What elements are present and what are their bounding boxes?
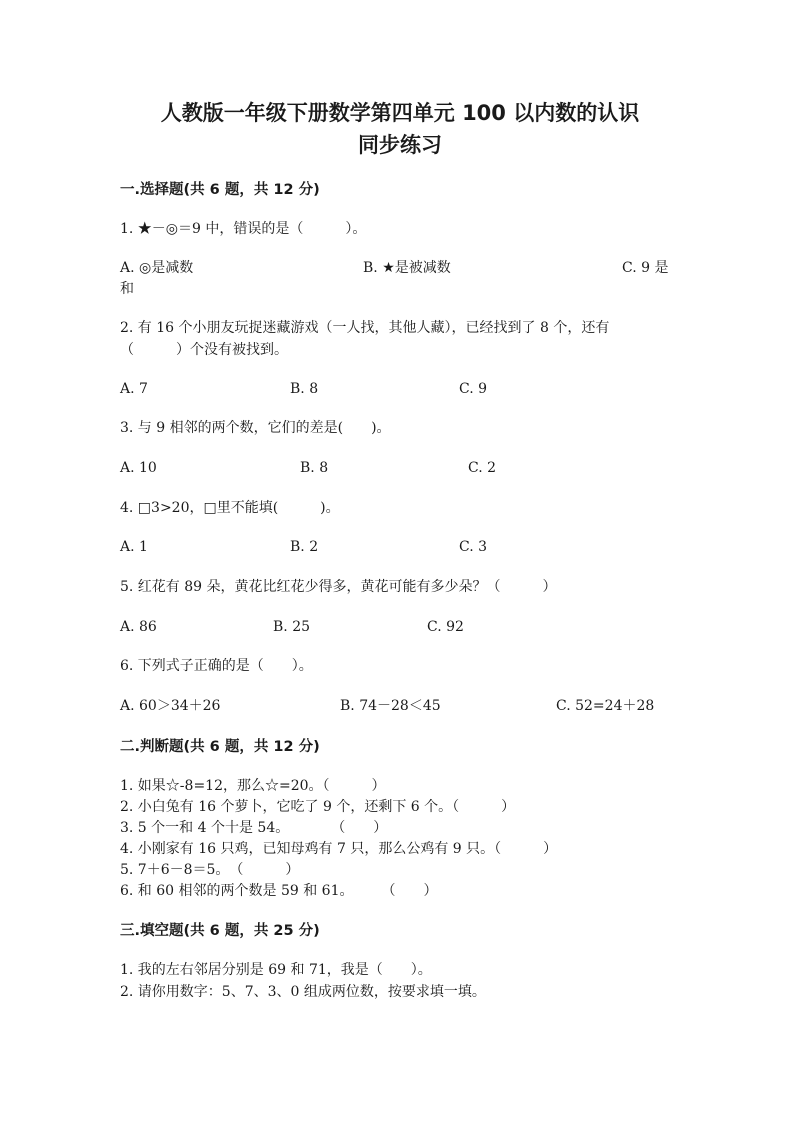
q3-option-b: B. 8 — [300, 460, 329, 476]
q1-option-c: C. 9 是 — [622, 260, 669, 276]
q4-option-a: A. 1 — [120, 539, 148, 555]
q2-stem-line-2: （ ）个没有被找到。 — [120, 342, 288, 358]
q6-option-a: A. 60＞34＋26 — [120, 698, 221, 714]
q6-stem: 6. 下列式子正确的是（ ）。 — [120, 658, 313, 674]
fill-item-2: 2. 请你用数字：5、7、3、0 组成两位数，按要求填一填。 — [120, 984, 486, 1000]
q2-stem-line-1: 2. 有 16 个小朋友玩捉迷藏游戏（一人找，其他人藏），已经找到了 8 个，还有 — [120, 320, 610, 336]
q2-option-c: C. 9 — [459, 381, 488, 397]
q6-option-b: B. 74－28＜45 — [340, 698, 441, 714]
worksheet-title-line-2: 同步练习 — [358, 133, 442, 157]
judge-item-1: 1. 如果☆-8=12，那么☆=20。（ ） — [120, 778, 386, 794]
q1-option-c-wrap: 和 — [120, 281, 134, 297]
judge-item-3: 3. 5 个一和 4 个十是 54。 （ ） — [120, 820, 388, 836]
q6-option-c: C. 52=24＋28 — [556, 698, 655, 714]
q1-option-b: B. ★是被减数 — [363, 260, 451, 276]
q3-stem: 3. 与 9 相邻的两个数，它们的差是( )。 — [120, 420, 391, 436]
q3-option-a: A. 10 — [120, 460, 157, 476]
q5-stem: 5. 红花有 89 朵，黄花比红花少得多，黄花可能有多少朵？（ ） — [120, 579, 557, 595]
judge-item-4: 4. 小刚家有 16 只鸡，已知母鸡有 7 只，那么公鸡有 9 只。（ ） — [120, 841, 558, 857]
section-2-heading: 二.判断题(共 6 题，共 12 分) — [120, 739, 320, 755]
fill-item-1: 1. 我的左右邻居分别是 69 和 71，我是（ ）。 — [120, 962, 432, 978]
q1-option-a: A. ◎是减数 — [120, 260, 194, 276]
q4-option-b: B. 2 — [290, 539, 319, 555]
section-3-heading: 三.填空题(共 6 题，共 25 分) — [120, 923, 320, 939]
q2-option-b: B. 8 — [290, 381, 319, 397]
judge-item-2: 2. 小白兔有 16 个萝卜，它吃了 9 个，还剩下 6 个。（ ） — [120, 799, 516, 815]
section-1-heading: 一.选择题(共 6 题，共 12 分) — [120, 182, 320, 198]
q4-stem: 4. □3>20，□里不能填( )。 — [120, 500, 340, 516]
judge-item-5: 5. 7＋6－8＝5。 （ ） — [120, 862, 300, 878]
q5-option-c: C. 92 — [427, 619, 464, 635]
q5-option-a: A. 86 — [120, 619, 157, 635]
q5-option-b: B. 25 — [273, 619, 311, 635]
q3-option-c: C. 2 — [468, 460, 497, 476]
q4-option-c: C. 3 — [459, 539, 488, 555]
worksheet-title-line-1: 人教版一年级下册数学第四单元 100 以内数的认识 — [160, 101, 640, 125]
q2-option-a: A. 7 — [120, 381, 148, 397]
q1-stem: 1. ★－◎＝9 中，错误的是（ ）。 — [120, 221, 367, 237]
judge-item-6: 6. 和 60 相邻的两个数是 59 和 61。 （ ） — [120, 883, 438, 899]
